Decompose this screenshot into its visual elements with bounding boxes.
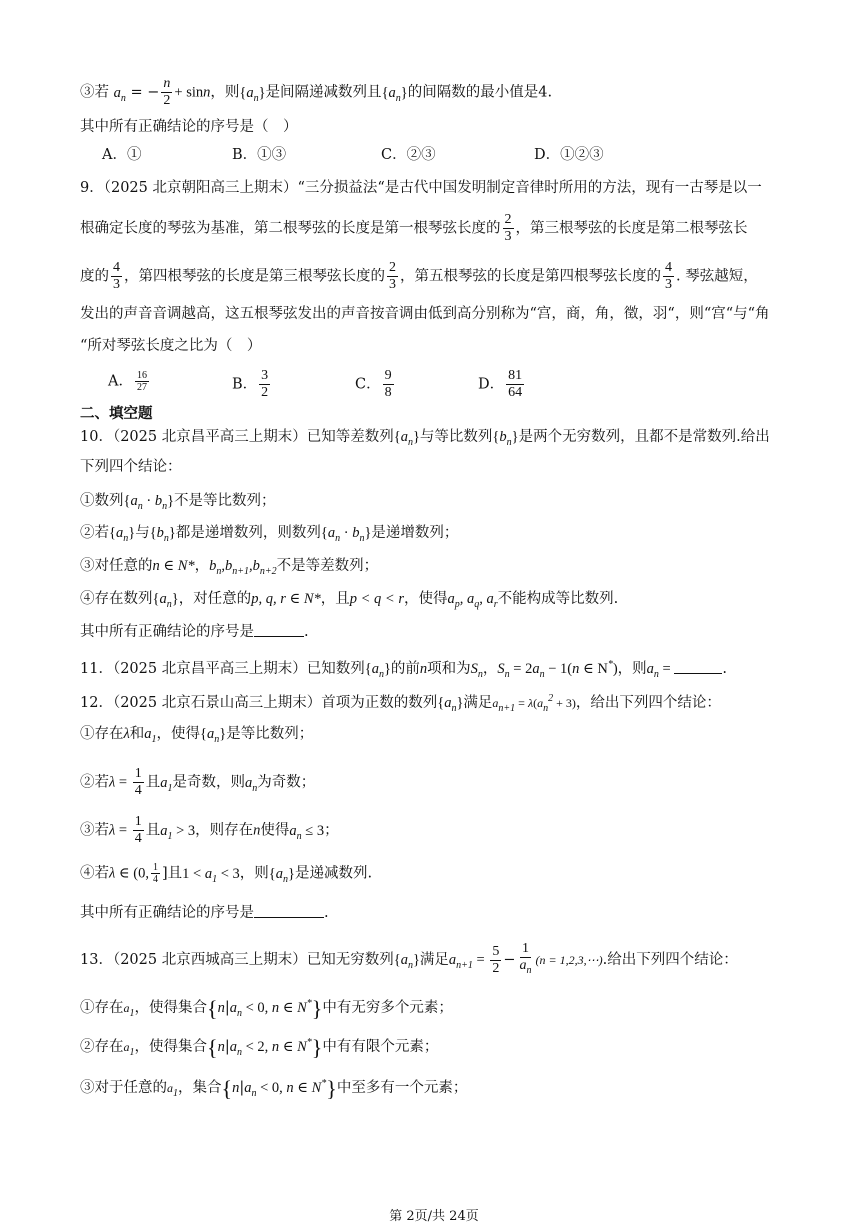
q9-line5: “所对琴弦长度之比为（ ） [80, 338, 262, 354]
q8-option-c[interactable]: C．②③ [381, 147, 436, 163]
q8-option-a[interactable]: A．① [102, 147, 142, 163]
q9-option-a[interactable]: A． $\frac{16}{27}$ [108, 370, 147, 393]
q10-item1: ①数列$\{a_n \cdot b_n\}$不是等比数列； [80, 493, 276, 512]
q8-question: 其中所有正确结论的序号是（ ） [80, 119, 298, 135]
q9-option-b[interactable]: B． $\frac{3}{2}$ [232, 368, 269, 400]
q8-option-b[interactable]: B．①③ [232, 147, 287, 163]
q9-line2: 根确定长度的琴弦为基准，第二根琴弦的长度是第一根琴弦长度的 $\frac{2}{3}$ ，第三根琴弦的长度是第二根琴弦长 [80, 212, 748, 244]
q8-item3: ③若 $a_n$ = − $\frac{n}{2}$ + sinn，则$\{a_n\}$是间隔递减数列且$\{a_n\}$的间隔数的最小值是4. [80, 76, 553, 108]
q10-line2: 下列四个结论： [80, 459, 182, 475]
q13-item1: ①存在$a_1$，使得集合{$n|a_n < 0$, n ∈ N*}中有无穷多个元素； [80, 996, 453, 1021]
q12-question: 其中所有正确结论的序号是 . [80, 905, 329, 921]
q13-item2: ②存在$a_1$，使得集合{$n|a_n < 2$, n ∈ N*}中有有限个元素； [80, 1035, 439, 1060]
page-footer: 第 2页/共 24页 [389, 1209, 479, 1224]
q13-item3: ③对于任意的$a_1$，集合{$n|a_n < 0$, n ∈ N*}中至多有一个元素； [80, 1076, 468, 1101]
q9-line3: 度的 $\frac{4}{3}$ ，第四根琴弦的长度是第三根琴弦长度的 $\frac{2}{3}$ ，第五根琴弦的长度是第四根琴弦长度的 $\frac{4}{3}$ . 琴弦越短， [80, 260, 758, 292]
q11-line: 11．（2025 北京昌平高三上期末）已知数列$\{a_n\}$的前n项和为$S_n$，$S_n = 2a_n - 1(n$ ∈ N*)，则$a_n$ = . [80, 659, 727, 680]
section-title: 二、填空题 [80, 405, 153, 422]
q8-option-d[interactable]: D．①②③ [534, 147, 604, 163]
q10-item3: ③对任意的n ∈ N*，$b_n,b_{n+1},b_{n+2}$不是等差数列； [80, 558, 379, 577]
q10-item2: ②若$\{a_n\}$与$\{b_n\}$都是递增数列，则数列$\{a_n \cdot b_n\}$是递增数列； [80, 525, 459, 544]
q10-answer-blank[interactable] [254, 622, 304, 637]
q10-line1: 10．（2025 北京昌平高三上期末）已知等差数列$\{a_n\}$与等比数列$\{b_n\}$是两个无穷数列，且都不是常数列.给出 [80, 429, 770, 448]
q9-option-d[interactable]: D． $\frac{81}{64}$ [478, 368, 523, 400]
q12-item2: ②若λ = $\frac{1}{4}$ 且$a_1$是奇数，则$a_n$为奇数； [80, 766, 316, 798]
q9-line1: 9．（2025 北京朝阳高三上期末）“三分损益法“是古代中国发明制定音律时所用的方法，现有一古琴是以一 [80, 180, 762, 196]
q12-line1: 12．（2025 北京石景山高三上期末）首项为正数的数列$\{a_n\}$满足$a_{n+1} = \lambda(a_n^2 + 3)$，给出下列四个结论： [80, 693, 721, 714]
q12-answer-blank[interactable] [254, 903, 324, 918]
q12-item3: ③若λ = $\frac{1}{4}$ 且$a_1 > 3$，则存在n使得$a_n \le 3$； [80, 814, 339, 846]
q11-answer-blank[interactable] [674, 659, 722, 674]
q12-item1: ①存在λ和$a_1$，使得$\{a_n\}$是等比数列； [80, 726, 314, 745]
q10-question: 其中所有正确结论的序号是 . [80, 624, 309, 640]
q9-line4: 发出的声音音调越高，这五根琴弦发出的声音按音调由低到高分别称为“宫，商，角，徵，羽“，则“宫“与“角 [80, 306, 770, 322]
q10-item4: ④存在数列$\{a_n\}$，对任意的p, q, r ∈ N*，且p < q < r，使得$a_p$, $a_q$, $a_r$不能构成等比数列. [80, 591, 619, 610]
q13-line1: 13．（2025 北京西城高三上期末）已知无穷数列$\{a_n\}$满足$a_{n+1}$ = $\frac{5}{2}$ − $\frac{1}{a_n}$ (n = 1,2,3,⋯).给出下列四个结论： [80, 941, 738, 976]
q9-option-c[interactable]: C． $\frac{9}{8}$ [355, 368, 392, 400]
q12-item4: ④若λ ∈ (0, $\frac{1}{4}$ ]且$1 < a_1 < 3$，则$\{a_n\}$是递减数列. [80, 862, 373, 885]
